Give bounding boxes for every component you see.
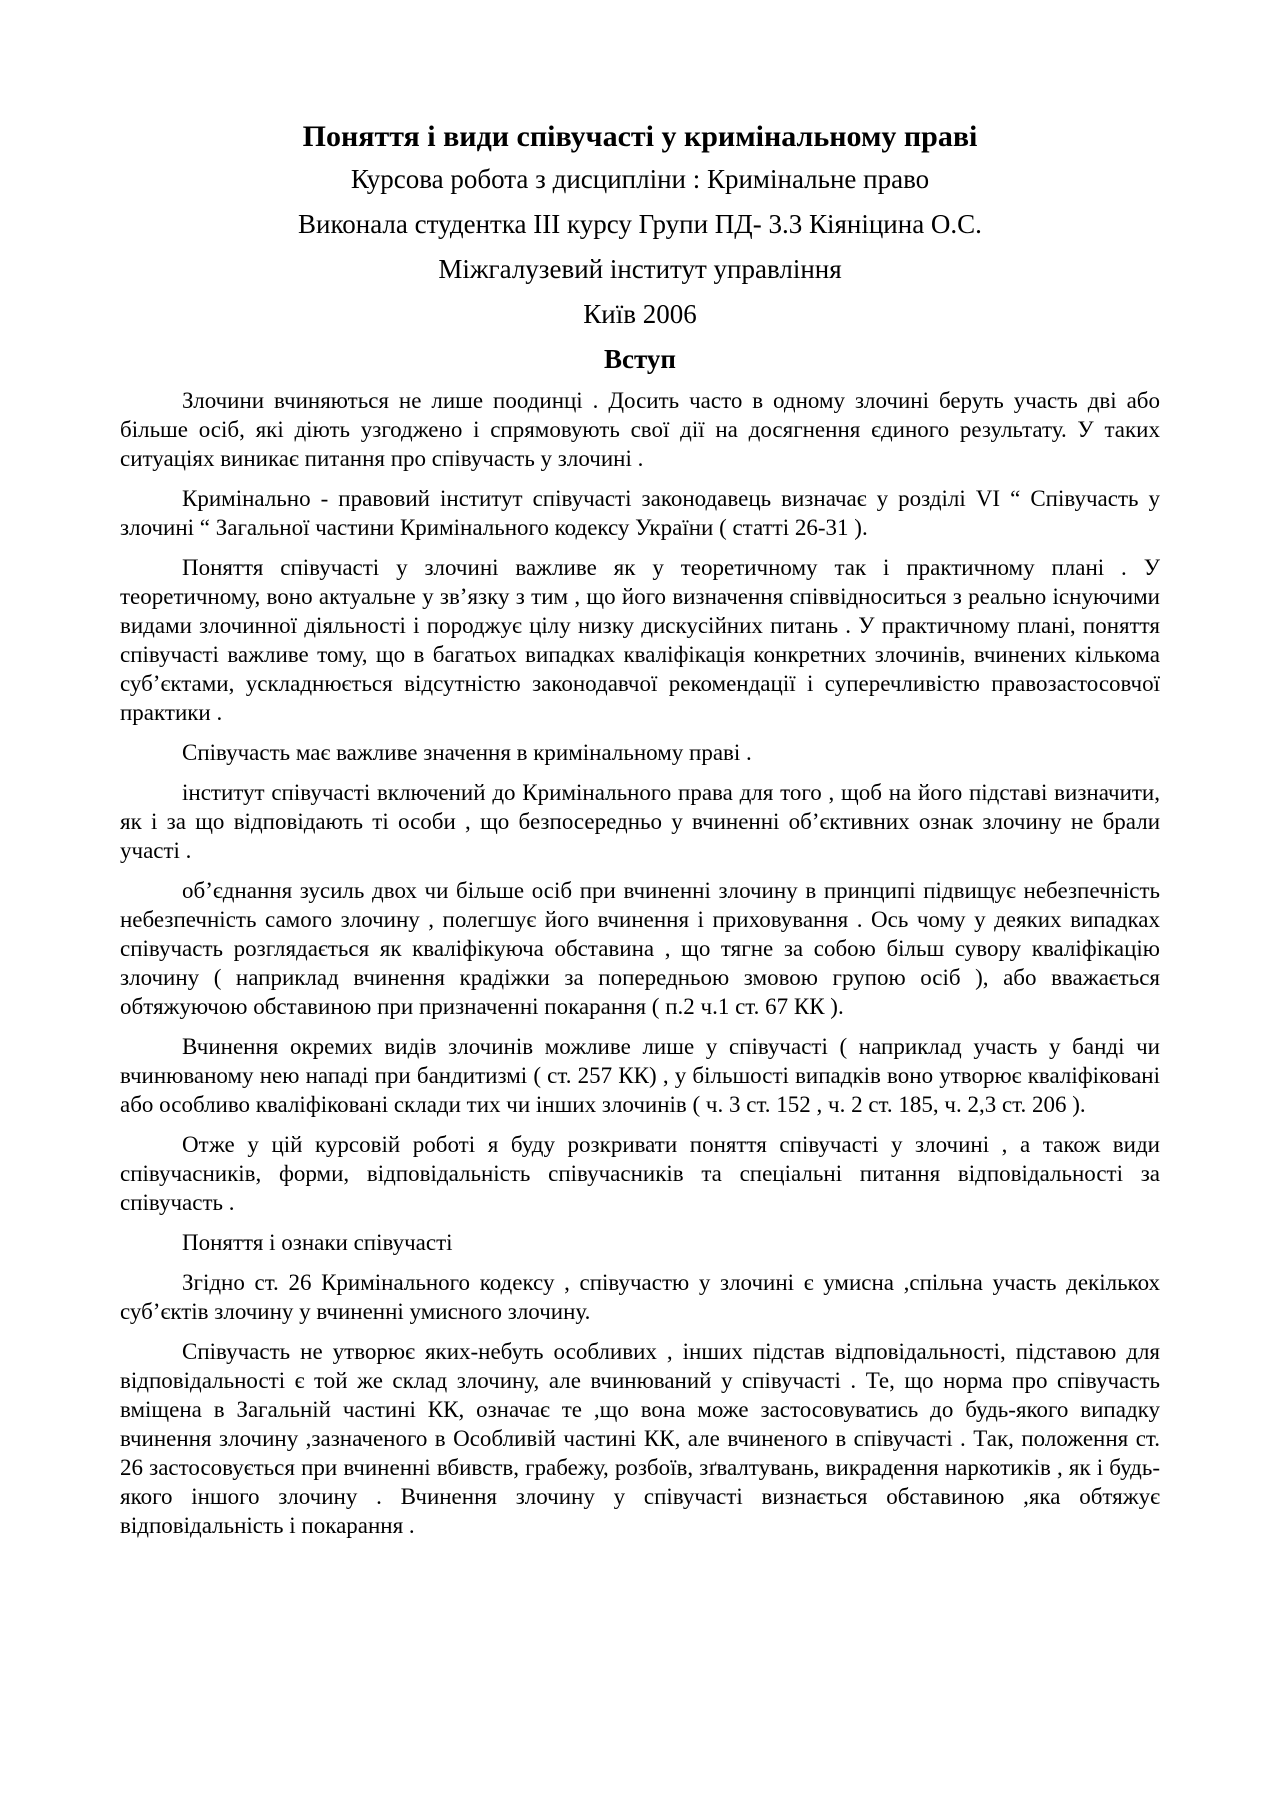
paragraph: Поняття співучасті у злочині важливе як у теоретичному так і практичному плані . У теоретичному, воно актуальне у зв’язку з тим , що його визначення співвідноситься з реально існуючими видами злочинної діяльності і породжує цілу низку дискусійних питань . У практичному плані, поняття співучасті важливе тому, що в багатьох випадках кваліфікація конкретних злочинів, вчинених кількома суб’єктами, ускладнюється відсутністю законодавчої рекомендації і суперечливістю правозастосовчої практики . <box>120 555 1160 725</box>
paragraph: Отже у цій курсовій роботі я буду розкривати поняття співучасті у злочині , а також види співучасників, форми, відповідальність співучасників та спеціальні питання відповідальності за співучасть . <box>120 1132 1160 1215</box>
paragraph: Співучасть не утворює яких-небуть особливих , інших підстав відповідальності, підставою для відповідальності є той же склад злочину, але вчинюваний у співучасті . Те, що норма про співучасть вміщена в Загальній частині КК, означає те ,що вона може застосовуватись до будь-якого випадку вчинення злочину ,зазначеного в Особливій частині КК, але вчиненого в співучасті . Так, положення ст. 26 застосовується при вчиненні вбивств, грабежу, розбоїв, зґвалтувань, викрадення наркотиків , як і будь-якого іншого злочину . Вчинення злочину у співучасті визнається обставиною ,яка обтяжує відповідальність і покарання . <box>120 1339 1160 1538</box>
institute-line: Міжгалузевий інститут управління <box>438 254 842 284</box>
paragraph: Злочини вчиняються не лише поодинці . Досить часто в одному злочині беруть участь дві або більше осіб, які діють узгоджено і спрямовують свої дії на досягнення єдиного результату. У таких ситуаціях виникає питання про співучасть у злочині . <box>120 388 1160 471</box>
document-title: Поняття і види співучасті у кримінальному праві <box>302 120 978 153</box>
paragraph: інститут співучасті включений до Кримінального права для того , щоб на його підставі визначити, як і за що відповідають ті особи , що безпосередньо у вчиненні об’єктивних ознак злочину не брали участі . <box>120 780 1160 863</box>
city-year-line: Київ 2006 <box>583 299 697 329</box>
paragraph: Згідно ст. 26 Кримінального кодексу , співучастю у злочині є умисна ,спільна участь декількох суб’єктів злочину у вчиненні умисного злочину. <box>120 1270 1160 1324</box>
paragraph: Співучасть має важливе значення в кримінальному праві . <box>182 740 752 765</box>
subsection-heading: Поняття і ознаки співучасті <box>182 1230 453 1255</box>
paragraph: Вчинення окремих видів злочинів можливе лише у співучасті ( наприклад участь у банді чи вчинюваному нею нападі при бандитизмі ( ст. 257 КК) , у більшості випадків воно утворює кваліфіковані або особливо кваліфіковані склади тих чи інших злочинів ( ч. 3 ст. 152 , ч. 2 ст. 185, ч. 2,3 ст. 206 ). <box>120 1034 1160 1117</box>
paragraph: об’єднання зусиль двох чи більше осіб при вчиненні злочину в принципі підвищує небезпечність небезпечність самого злочину , полегшує його вчинення і приховування . Ось чому у деяких випадках співучасть розглядається як кваліфікуюча обставина , що тягне за собою більш сувору кваліфікацію злочину ( наприклад вчинення крадіжки за попередньою змовою групою осіб ), або вважається обтяжуючою обставиною при призначенні покарання ( п.2 ч.1 ст. 67 КК ). <box>120 878 1160 1019</box>
course-work-line: Курсова робота з дисципліни : Кримінальне право <box>350 164 930 194</box>
section-heading-intro: Вступ <box>604 344 676 374</box>
author-line: Виконала студентка ІІІ курсу Групи ПД- 3.3 Кіяніцина О.С. <box>298 209 982 239</box>
paragraph: Кримінально - правовий інститут співучасті законодавець визначає у розділі VI “ Співучасть у злочині “ Загальної частини Кримінального кодексу України ( статті 26-31 ). <box>120 486 1160 540</box>
document-page <box>120 118 1160 1551</box>
